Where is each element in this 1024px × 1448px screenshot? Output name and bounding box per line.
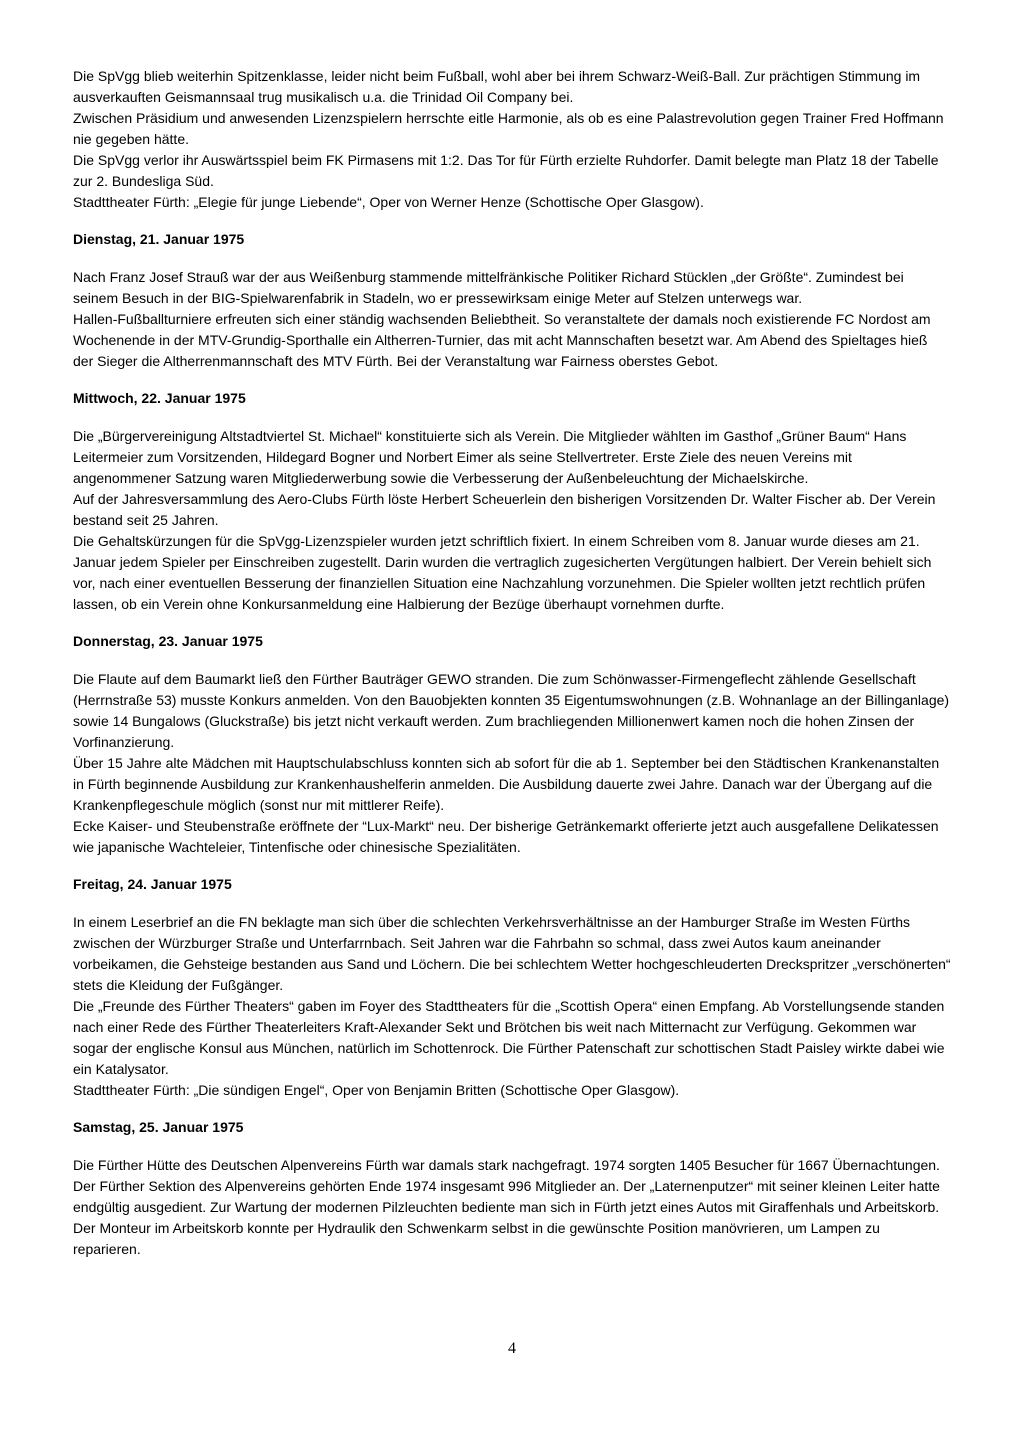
- paragraph: Ecke Kaiser- und Steubenstraße eröffnete der “Lux-Markt“ neu. Der bisherige Getränkemarkt offerierte jetzt auch ausgefallene Delikatessen wie japanische Wachteleier, Tintenfische oder chinesische Spezialitäten.: [73, 818, 939, 855]
- paragraph: Über 15 Jahre alte Mädchen mit Hauptschulabschluss konnten sich ab sofort für die ab 1. September bei den Städtischen Krankenanstalten in Fürth beginnende Ausbildung zur Krankenhaushelferin anmelden. Die Ausbildung dauerte zwei Jahre. Danach war der Übergang auf die Krankenpflegeschule möglich (sonst nur mit mittlerer Reife).: [73, 755, 940, 813]
- date-heading: Freitag, 24. Januar 1975: [73, 876, 232, 892]
- paragraph: Stadttheater Fürth: „Elegie für junge Liebende“, Oper von Werner Henze (Schottische Oper Glasgow).: [73, 194, 704, 210]
- date-heading: Dienstag, 21. Januar 1975: [73, 231, 245, 247]
- section-freitag-24-januar-1975: [73, 874, 951, 1101]
- paragraph: Die SpVgg verlor ihr Auswärtsspiel beim FK Pirmasens mit 1:2. Das Tor für Fürth erzielte Ruhdorfer. Damit belegte man Platz 18 der Tabelle zur 2. Bundesliga Süd.: [73, 152, 939, 189]
- paragraph: Auf der Jahresversammlung des Aero-Clubs Fürth löste Herbert Scheuerlein den bisherigen Vorsitzenden Dr. Walter Fischer ab. Der Verein bestand seit 25 Jahren.: [73, 491, 936, 528]
- section-donnerstag-23-januar-1975: [73, 631, 951, 858]
- paragraph: Zwischen Präsidium und anwesenden Lizenzspielern herrschte eitle Harmonie, als ob es eine Palastrevolution gegen Trainer Fred Hoffmann nie gegeben hätte.: [73, 110, 944, 147]
- paragraph: Nach Franz Josef Strauß war der aus Weißenburg stammende mittelfränkische Politiker Richard Stücklen „der Größte“. Zumindest bei seinem Besuch in der BIG-Spielwarenfabrik in Stadeln, wo er pressewirksam einige Meter auf Stelzen unterwegs war.: [73, 269, 904, 306]
- section-samstag-25-januar-1975: [73, 1117, 951, 1260]
- paragraph: Die „Bürgervereinigung Altstadtviertel St. Michael“ konstituierte sich als Verein. Die Mitglieder wählten im Gasthof „Grüner Baum“ Hans Leitermeier zum Vorsitzenden, Hildegard Bogner und Norbert Eimer als seine Stellvertreter. Erste Ziele des neuen Vereins mit angenommener Satzung waren Mitgliederwerbung sowie die Verbesserung der Außenbeleuchtung der Michaelskirche.: [73, 428, 907, 486]
- page-number: 4: [508, 1340, 516, 1357]
- paragraph: Die SpVgg blieb weiterhin Spitzenklasse, leider nicht beim Fußball, wohl aber bei ihrem Schwarz-Weiß-Ball. Zur prächtigen Stimmung im ausverkauften Geismannsaal trug musikalisch u.a. die Trinidad Oil Company bei.: [73, 68, 921, 105]
- section-mittwoch-22-januar-1975: [73, 388, 951, 615]
- paragraph: Die „Freunde des Fürther Theaters“ gaben im Foyer des Stadttheaters für die „Scottish Opera“ einen Empfang. Ab Vorstellungsende standen nach einer Rede des Fürther Theaterleiters Kraft-Alexander Sekt und Brötchen bis weit nach Mitternacht zur Verfügung. Gekommen war sogar der englische Konsul aus München, natürlich im Schottenrock. Die Fürther Patenschaft zur schottischen Stadt Paisley wirkte dabei wie ein Katalysator.: [73, 998, 945, 1077]
- page-footer: [0, 1339, 1024, 1359]
- paragraph: Stadttheater Fürth: „Die sündigen Engel“, Oper von Benjamin Britten (Schottische Oper Glasgow).: [73, 1082, 680, 1098]
- paragraph: Die Gehaltskürzungen für die SpVgg-Lizenzspieler wurden jetzt schriftlich fixiert. In einem Schreiben vom 8. Januar wurde dieses am 21. Januar jedem Spieler per Einschreiben zugestellt. Darin wurden die vertraglich zugesicherten Vergütungen halbiert. Der Verein behielt sich vor, nach einer eventuellen Besserung der finanziellen Situation eine Nachzahlung vorzunehmen. Die Spieler wollten jetzt rechtlich prüfen lassen, ob ein Verein ohne Konkursanmeldung eine Halbierung der Bezüge überhaupt vornehmen durfte.: [73, 533, 932, 612]
- paragraph: In einem Leserbrief an die FN beklagte man sich über die schlechten Verkehrsverhältnisse an der Hamburger Straße im Westen Fürths zwischen der Würzburger Straße und Unterfarrnbach. Seit Jahren war die Fahrbahn so schmal, dass zwei Autos kaum aneinander vorbeikamen, die Gehsteige bestanden aus Sand und Löchern. Die bei schlechtem Wetter hochgeschleuderten Dreckspritzer „verschönerten“ stets die Kleidung der Fußgänger.: [73, 914, 951, 993]
- paragraph: Die Fürther Hütte des Deutschen Alpenvereins Fürth war damals stark nachgefragt. 1974 sorgten 1405 Besucher für 1667 Übernachtungen. Der Fürther Sektion des Alpenvereins gehörten Ende 1974 insgesamt 996 Mitglieder an. Der „Laternenputzer“ mit seiner kleinen Leiter hatte endgültig ausgedient. Zur Wartung der modernen Pilzleuchten bediente man sich in Fürth jetzt eines Autos mit Giraffenhals und Arbeitskorb. Der Monteur im Arbeitskorb konnte per Hydraulik den Schwenkarm selbst in die gewünschte Position manövrieren, um Lampen zu reparieren.: [73, 1157, 940, 1257]
- paragraph: Die Flaute auf dem Baumarkt ließ den Fürther Bauträger GEWO stranden. Die zum Schönwasser-Firmengeflecht zählende Gesellschaft (Herrnstraße 53) musste Konkurs anmelden. Von den Bauobjekten konnten 35 Eigentumswohnungen (z.B. Wohnanlage an der Billinganlage) sowie 14 Bungalows (Gluckstraße) bis jetzt nicht verkauft werden. Zum brachliegenden Millionenwert kamen noch die hohen Zinsen der Vorfinanzierung.: [73, 671, 950, 750]
- section-intro: [73, 66, 951, 213]
- document-content: [73, 66, 951, 1260]
- date-heading: Samstag, 25. Januar 1975: [73, 1119, 244, 1135]
- date-heading: Donnerstag, 23. Januar 1975: [73, 633, 263, 649]
- section-dienstag-21-januar-1975: [73, 229, 951, 372]
- date-heading: Mittwoch, 22. Januar 1975: [73, 390, 246, 406]
- paragraph: Hallen-Fußballturniere erfreuten sich einer ständig wachsenden Beliebtheit. So veranstaltete der damals noch existierende FC Nordost am Wochenende in der MTV-Grundig-Sporthalle ein Altherren-Turnier, das mit acht Mannschaften besetzt war. Am Abend des Spieltages hieß der Sieger die Altherrenmannschaft des MTV Fürth. Bei der Veranstaltung war Fairness oberstes Gebot.: [73, 311, 931, 369]
